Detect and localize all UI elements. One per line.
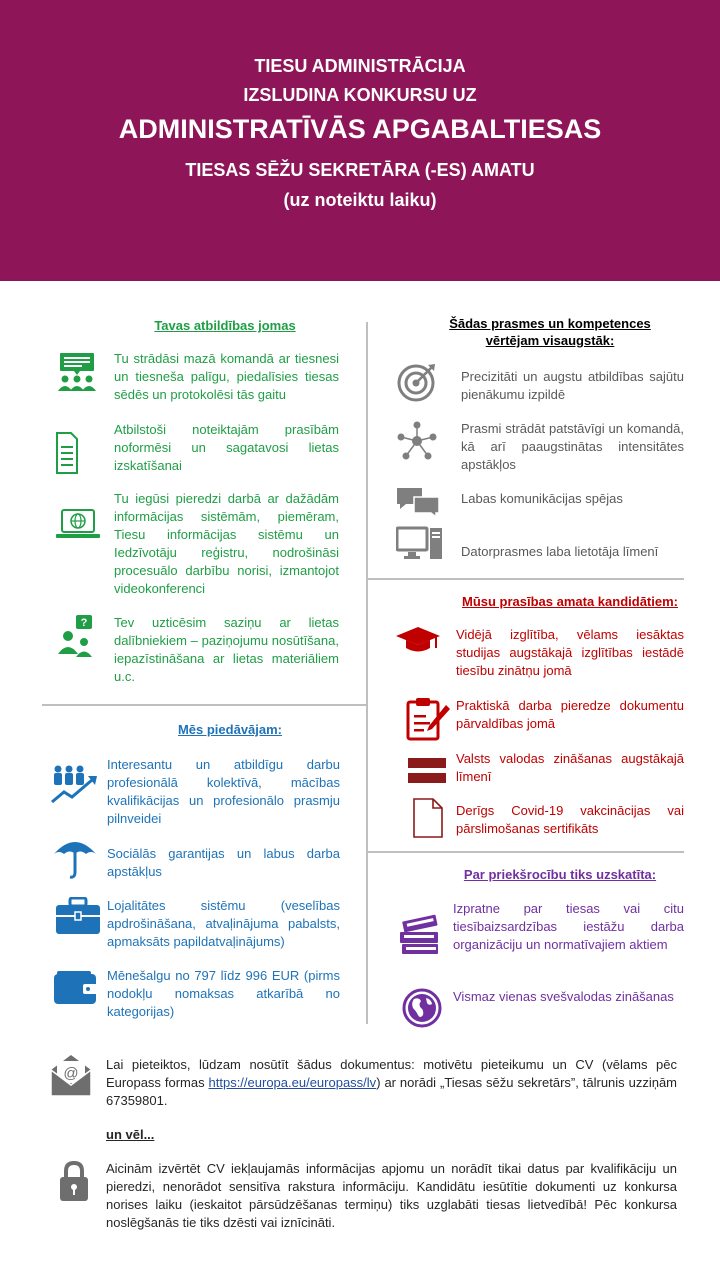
responsibility-item-1: Tu strādāsi mazā komandā ar tiesnesi un tiesneša palīgu, piedalīsies tiesas sēdēs un protokolēsi tās gaitu <box>114 351 339 402</box>
meeting-icon <box>56 352 98 392</box>
email-icon <box>49 1052 93 1098</box>
graduation-cap-icon <box>395 626 441 654</box>
header-banner <box>0 0 720 281</box>
laptop-globe-icon <box>55 508 101 540</box>
certificate-file-icon <box>413 798 443 838</box>
svg-text:@: @ <box>63 1065 79 1082</box>
wallet-icon <box>53 970 99 1006</box>
offer-title: Mēs piedāvājam: <box>177 722 283 737</box>
responsibility-item-4: Tev uzticēsim saziņu ar lietas dalībniekiem – paziņojumu nosūtīšana, iepazīstināšana ar lietas materiāliem u.c. <box>114 615 339 684</box>
apply-text-before-link: Lai pieteiktos, lūdzam nosūtīt šādus dokumentus: motivētu pieteikumu un CV (vēlams pēc Europass formas <box>106 1057 677 1090</box>
requirements-title: Mūsu prasības amata kandidātiem: <box>461 594 678 609</box>
clipboard-pen-icon <box>406 697 450 741</box>
competence-item-2: Prasmi strādāt patstāvīgi un komandā, kā arī paaugstinātas intensitātes apstākļos <box>461 421 684 472</box>
requirement-item-1: Vidējā izglītība, vēlams iesāktas studijas augstākajā izglītības iestādē tiesību zinātņu jomā <box>456 627 684 678</box>
divider-right-2 <box>368 851 684 853</box>
advantage-title: Par priekšrocību tiks uzskatīta: <box>463 867 657 882</box>
books-icon <box>398 914 442 956</box>
header-term: (uz noteiktu laiku) <box>283 190 437 210</box>
competence-item-3: Labas komunikācijas spējas <box>461 491 623 506</box>
globe-icon <box>402 988 442 1028</box>
responsibility-item-2: Atbilstoši noteiktajām prasībām noformēsi un sagatavosi lietas izskatīšanai <box>114 422 339 473</box>
team-growth-icon <box>50 764 98 804</box>
chat-bubbles-icon <box>396 487 440 517</box>
apply-text-after-link: ) ar norādi „Tiesas sēžu sekretārs”, tālrunis uzziņām 67359801. <box>106 1075 678 1108</box>
header-position: TIESAS SĒŽU SEKRETĀRA (-ES) AMATU <box>185 160 535 180</box>
competence-item-1: Precizitāti un augstu atbildības sajūtu pienākumu izpildē <box>461 369 684 402</box>
header-title: ADMINISTRATĪVĀS APGABALTIESAS <box>118 114 602 144</box>
computer-icon <box>396 526 444 560</box>
people-question-icon <box>56 614 96 658</box>
offer-item-2: Sociālās garantijas un labus darba apstākļus <box>107 846 340 879</box>
network-icon <box>396 420 438 462</box>
umbrella-icon <box>52 834 98 880</box>
apply-text <box>106 1056 677 1110</box>
competences-title-1: Šādas prasmes un kompetences <box>449 316 651 331</box>
header-line-1: TIESU ADMINISTRĀCIJA <box>254 56 466 76</box>
svg-text:?: ? <box>80 617 88 629</box>
and-more-label: un vēl... <box>106 1127 155 1142</box>
requirement-item-3: Valsts valodas zināšanas augstākajā līmenī <box>456 751 684 784</box>
requirement-item-2: Praktiskā darba pieredze dokumentu pārvaldības jomā <box>456 698 684 731</box>
target-icon <box>397 362 437 402</box>
offer-item-3: Lojalitātes sistēmu (veselības apdrošināšana, atvaļinājuma pabalsts, apmaksāts papildatvaļinājums) <box>107 898 340 949</box>
privacy-text: Aicinām izvērtēt CV iekļaujamās informācijas apjomu un norādīt tikai datus par kvalifikāciju un pieredzi, nenorādot sensitīva rakstura informāciju. Kandidātu iesūtītie dokumenti uz konkursa norises laiku (ieskaitot pārsūdzēšanas termiņu) tiks uzglabāti tiesas lietvedībā! Pēc konkursa noslēgšanās tie tiks dzēsti vai iznīcināti. <box>106 1161 677 1230</box>
briefcase-icon <box>55 897 101 935</box>
advantage-item-1: Izpratne par tiesas vai citu tiesībaizsardzības iestāžu darba organizāciju un normatīvajiem aktiem <box>453 901 684 952</box>
offer-item-4: Mēnešalgu no 797 līdz 996 EUR (pirms nodokļu nomaksas atkarībā no kategorijas) <box>107 968 340 1019</box>
flag-icon <box>408 758 446 784</box>
competences-title-2: vērtējam visaugstāk: <box>485 333 615 348</box>
advantage-item-2: Vismaz vienas svešvalodas zināšanas <box>453 989 674 1004</box>
europass-link[interactable]: https://europa.eu/europass/lv <box>208 1075 377 1090</box>
header-line-2: IZSLUDINA KONKURSU UZ <box>243 85 477 105</box>
responsibility-item-3: Tu iegūsi pieredzi darbā ar dažādām informācijas sistēmām, piemēram, Tiesu informācijas sistēmu un Iedzīvotāju reģistru, nodrošināsi procesuālo darbību norisi, izmantojot videokonferenci <box>114 491 339 596</box>
offer-item-1: Interesantu un atbildīgu darbu profesionālā kolektīvā, mācības kvalifikācijas un profesionālo prasmju pilnveidei <box>107 757 340 826</box>
divider-right-1 <box>368 578 684 580</box>
competence-item-4: Datorprasmes laba lietotāja līmenī <box>461 544 659 559</box>
document-icon <box>56 432 78 474</box>
responsibilities-title: Tavas atbildības jomas <box>154 318 296 333</box>
lock-icon <box>58 1160 90 1202</box>
divider-left <box>42 704 366 706</box>
requirement-item-4: Derīgs Covid-19 vakcinācijas vai pārslimošanas sertifikāts <box>456 803 684 836</box>
center-divider <box>366 322 368 1024</box>
